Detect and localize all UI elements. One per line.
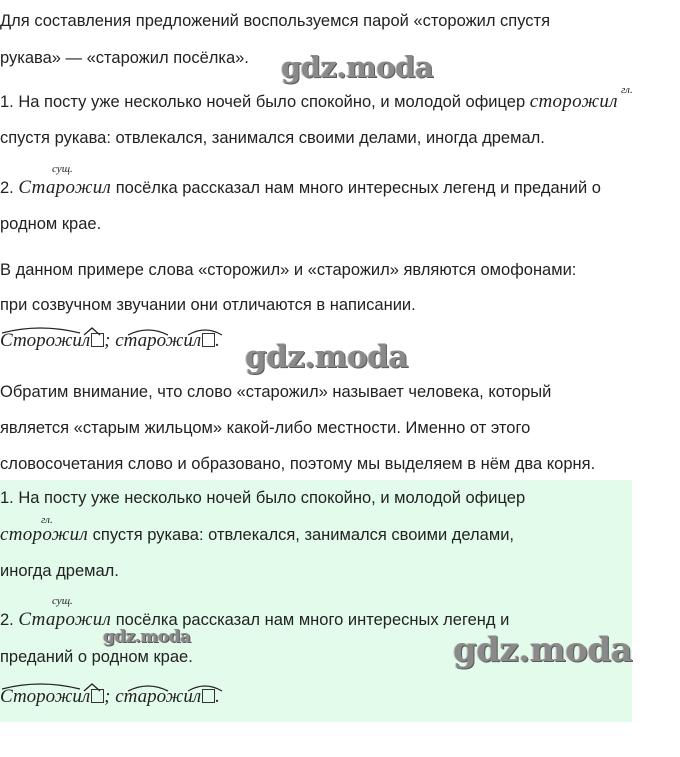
intro-line-2: рукава» — «старожил посёлка». <box>0 49 249 67</box>
example-number: 1. <box>0 489 14 507</box>
watermark: gdz.moda <box>453 630 633 670</box>
example-number: 2. <box>0 179 14 197</box>
homophone-word: сторожил <box>529 91 618 112</box>
answer-text: На посту уже несколько ночей было спокойно, и молодой офицер <box>18 489 526 507</box>
answer-line-2 <box>0 524 514 546</box>
homophone-word: Старожил <box>18 609 112 630</box>
answer-line-5: преданий о родном крае. <box>0 648 193 666</box>
example-number: 2. <box>0 611 14 629</box>
example-2-line-1 <box>0 177 601 199</box>
example-number: 1. <box>0 93 14 111</box>
example-1-line-2: спустя рукава: отвлекался, занимался своими делами, иногда дремал. <box>0 129 545 147</box>
note-line-2: является «старым жильцом» какой-либо местности. Именно от этого <box>0 419 531 437</box>
example-text: На посту уже несколько ночей было спокойно, и молодой офицер <box>18 93 526 111</box>
watermark: gdz.moda <box>281 50 434 84</box>
answer-line-4 <box>0 609 509 631</box>
morpheme-analysis <box>0 682 260 712</box>
part-of-speech-mark: гл. <box>621 84 633 96</box>
morpheme-analysis <box>0 326 260 356</box>
answer-line-1 <box>0 487 525 509</box>
watermark: gdz.moda <box>103 627 191 647</box>
note-line-3: словосочетания слово и образовано, поэтому мы выделяем в нём два корня. <box>0 455 596 473</box>
explain-line-2: при созвучном звучании они отличаются в написании. <box>0 296 416 314</box>
example-1-line-1 <box>0 91 618 113</box>
answer-line-3: иногда дремал. <box>0 562 119 580</box>
intro-line-1: Для составления предложений воспользуемся парой «сторожил спустя <box>0 12 551 30</box>
word-sterozhil: Сторожил ; старожил . <box>0 330 220 351</box>
example-2-line-2: родном крае. <box>0 215 102 233</box>
part-of-speech-mark: гл. <box>41 514 53 526</box>
answer-text: спустя рукава: отвлекался, занимался своими делами, <box>92 526 515 544</box>
answer-text: посёлка рассказал нам много интересных легенд и <box>115 611 510 629</box>
example-text: посёлка рассказал нам много интересных легенд и преданий о <box>115 179 601 197</box>
watermark: gdz.moda <box>245 339 408 375</box>
homophone-word: сторожил <box>0 524 89 545</box>
homophone-word: Старожил <box>18 177 112 198</box>
part-of-speech-mark: сущ. <box>52 595 73 607</box>
explain-line-1: В данном примере слова «сторожил» и «старожил» являются омофонами: <box>0 261 577 279</box>
part-of-speech-mark: сущ. <box>52 163 73 175</box>
word-sterozhil: Сторожил ; старожил . <box>0 686 220 707</box>
note-line-1: Обратим внимание, что слово «старожил» называет человека, который <box>0 383 552 401</box>
